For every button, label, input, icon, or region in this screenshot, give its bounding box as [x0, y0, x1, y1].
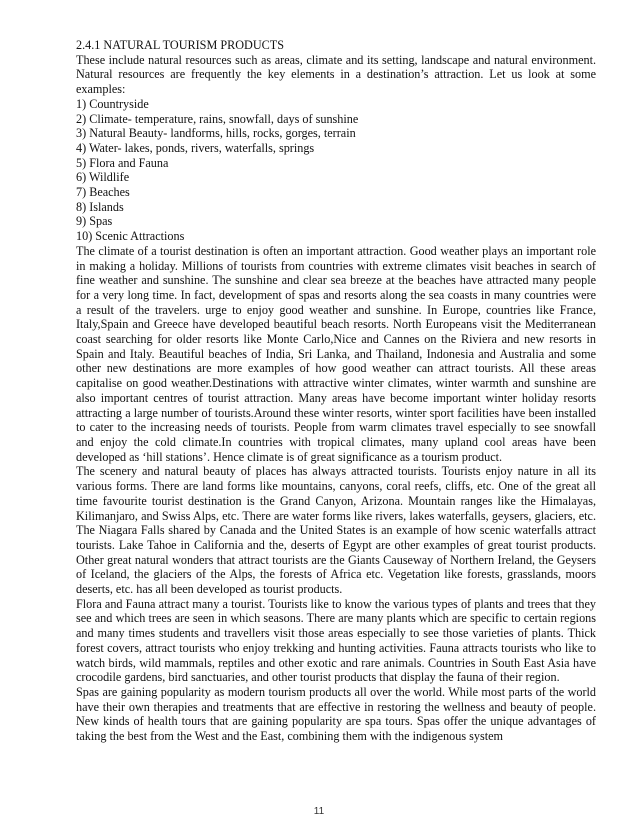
page-number: 11 [313, 806, 325, 817]
list-item: 3) Natural Beauty- landforms, hills, rocks, gorges, terrain [76, 126, 356, 141]
list-item: 7) Beaches [76, 185, 130, 200]
section-heading: 2.4.1 NATURAL TOURISM PRODUCTS [76, 38, 285, 52]
list-item: 2) Climate- temperature, rains, snowfall, days of sunshine [76, 111, 359, 126]
list-item: 8) Islands [76, 199, 124, 214]
intro-paragraph: These include natural resources such as areas, climate and its setting, landscape and natural environment. Natural resources are frequently the key elements in a destination’s attraction. Let us look at some examples: [76, 52, 596, 97]
spas-paragraph: Spas are gaining popularity as modern tourism products all over the world. While most parts of the world have their own therapies and treatments that are effective in restoring the wellness and beauty of people. New kinds of health tours that are gaining popularity are spa tours. Spas offer the unique advantages of taking the best from the West and the East, combining them with the indigenous system [76, 684, 596, 744]
flora-fauna-paragraph: Flora and Fauna attract many a tourist. Tourists like to know the various types of plants and trees that they see and which trees are seen in which seasons. There are many plants which are specific to certain regions and many times students and travellers visit those areas especially to see those varieties of plants. Thick forest covers, attract tourists who enjoy trekking and hunting activities. Fauna attracts tourists who like to watch birds, wild mammals, reptiles and other exotic and rare animals. Countries in South East Asia have crocodile gardens, bird sanctuaries, and other tourist products that display the fauna of their region. [76, 596, 596, 685]
list-item: 4) Water- lakes, ponds, rivers, waterfalls, springs [76, 140, 315, 155]
list-item: 10) Scenic Attractions [76, 229, 185, 244]
list-item: 9) Spas [76, 214, 113, 229]
examples-list [76, 97, 596, 244]
list-item: 5) Flora and Fauna [76, 155, 169, 170]
scenery-paragraph: The scenery and natural beauty of places has always attracted tourists. Tourists enjoy nature in all its various forms. There are land forms like mountains, canyons, coral reefs, cliffs, etc. One of the great all time favourite tourist destination is the Grand Canyon, Arizona. Mountain ranges like the Himalayas, Kilimanjaro, and Swiss Alps, etc. There are water forms like rivers, lakes waterfalls, geysers, glaciers, etc. The Niagara Falls shared by Canada and the United States is an example of how scenic waterfalls attract tourists. Lake Tahoe in California and the, deserts of Egypt are other examples of great tourist products. Other great natural wonders that attract tourists are the Giants Causeway of Northern Ireland, the Geysers of Iceland, the glaciers of the Alps, the forests of Africa etc. Vegetation like forests, grasslands, moors deserts, etc. has all been developed as tourist products. [76, 464, 596, 597]
list-item: 1) Countryside [76, 96, 149, 111]
document-page [76, 38, 596, 744]
climate-paragraph: The climate of a tourist destination is often an important attraction. Good weather plays an important role in making a holiday. Millions of tourists from countries with extreme climates visit beaches in search of fine weather and sunshine. The sunshine and clear sea breeze at the beaches have attracted many people for a very long time. In fact, development of spas and resorts along the sea coasts in many countries were a result of the travelers. urge to enjoy good weather and sunshine. In Europe, countries like France, Italy,Spain and Greece have developed beautiful beach resorts. North Europeans visit the Mediterranean coast searching for older resorts like Monte Carlo,Nice and Cannes on the Riviera and new resorts in Spain and Italy. Beautiful beaches of India, Sri Lanka, and Thailand, Indonesia and Australia and some other new destinations are more examples of how good weather can attract tourists. All these areas capitalise on good weather.Destinations with attractive winter climates, winter warmth and sunshine are also important centres of tourist attraction. Many areas have become important winter holiday resorts attracting a large number of tourists.Around these winter resorts, winter sport facilities have been installed to cater to the increasing needs of tourists. People from warm climates travel especially to see snowfall and enjoy the cold climate.In countries with tropical climates, many upland cool areas have been developed as ‘hill stations’. Hence climate is of great significance as a tourism product. [76, 243, 596, 464]
list-item: 6) Wildlife [76, 170, 130, 185]
